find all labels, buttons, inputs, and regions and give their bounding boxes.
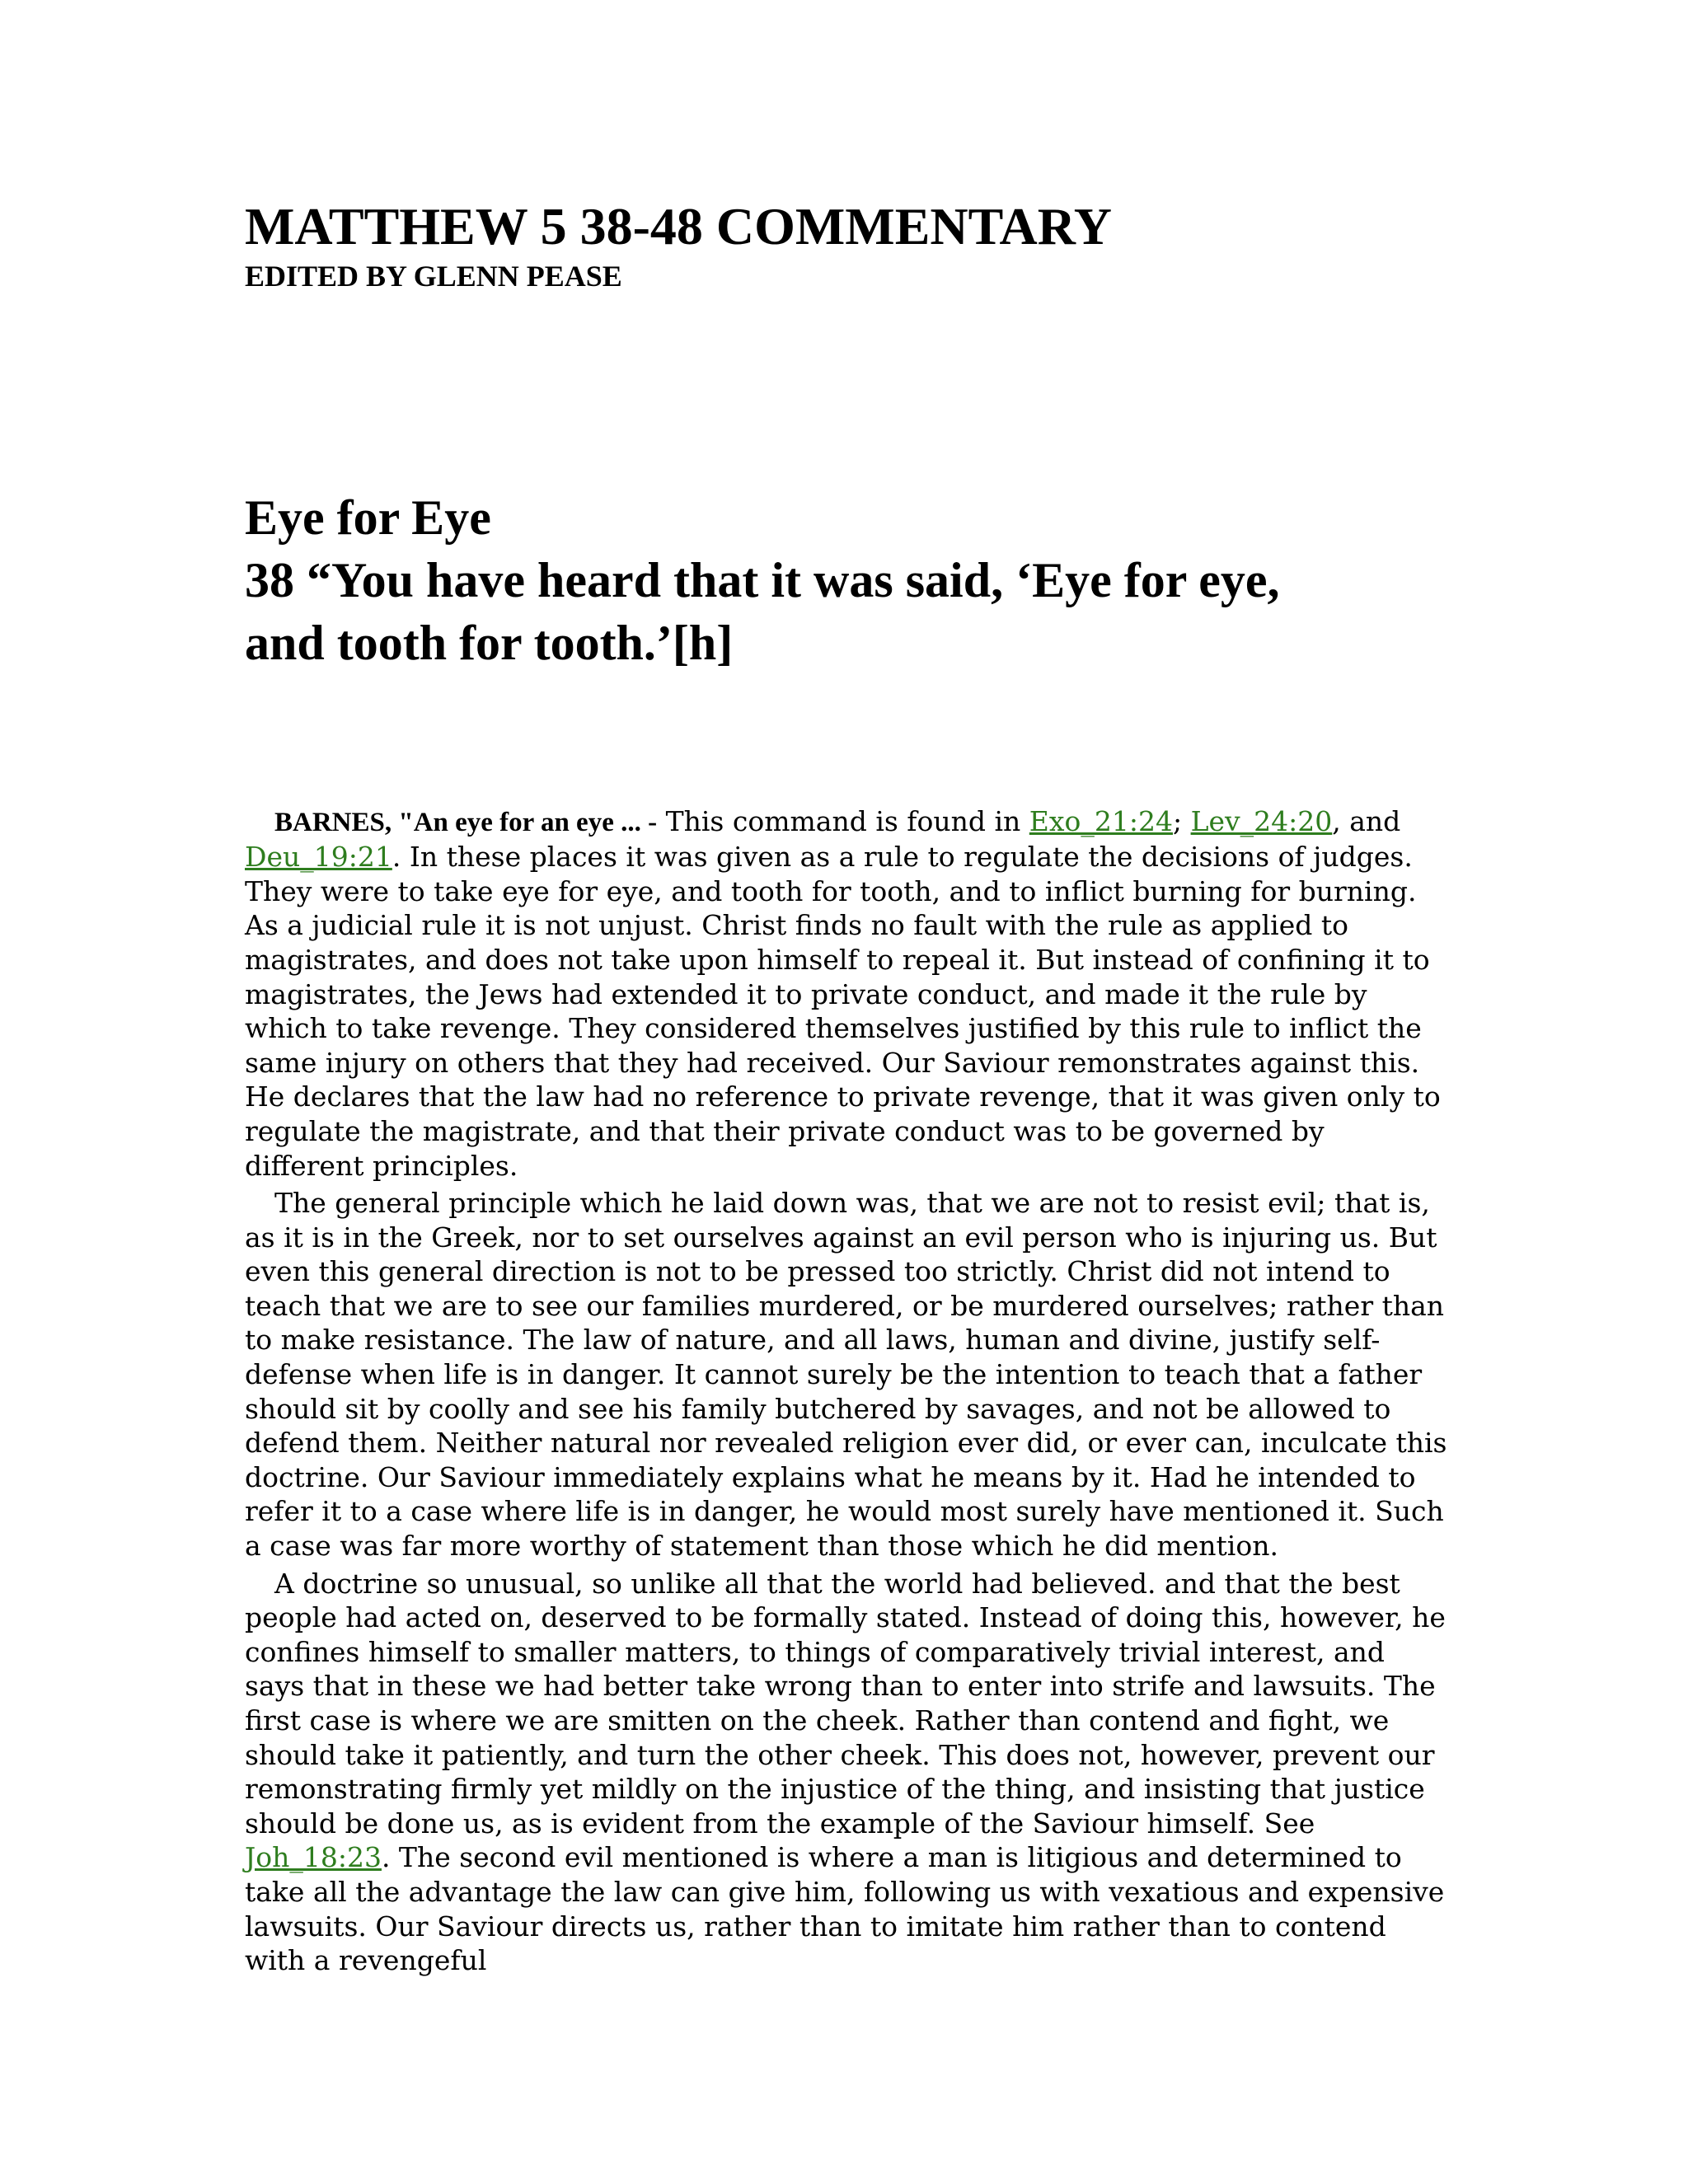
paragraph-text: , and: [1332, 804, 1401, 837]
scripture-link-lev[interactable]: Lev_24:20: [1190, 804, 1333, 837]
scripture-link-joh[interactable]: Joh_18:23: [245, 1841, 382, 1874]
commentary-paragraph-1: [245, 804, 1448, 1183]
verse-line-2: and tooth for tooth.’[h]: [245, 615, 734, 670]
document-page: [245, 198, 1448, 1981]
paragraph-text: ;: [1172, 804, 1191, 837]
commentary-paragraph-3: [245, 1567, 1448, 1978]
commentary-paragraph-2: The general principle which he laid down was, that we are not to resist evil; that is, as it is in the Greek, nor to set ourselves against an evil person who is injuring us. But even this general direction is not to be pressed too strictly. Christ did not intend to teach that we are to see our families murdered, or be murdered ourselves; rather than to make resistance. The law of nature, and all laws, human and divine, justify self-defense when life is in danger. It cannot surely be the intention to teach that a father should sit by coolly and see his family butchered by savages, and not be allowed to defend them. Neither natural nor revealed religion ever did, or ever can, inculcate this doctrine. Our Saviour immediately explains what he means by it. Had he intended to refer it to a case where life is in danger, he would most surely have mentioned it. Such a case was far more worthy of statement than those which he did mention.: [245, 1187, 1447, 1563]
commentary-body: [245, 804, 1448, 1978]
section-header: [245, 486, 1448, 674]
paragraph-text: This command is found in: [657, 804, 1029, 837]
commentary-lead: BARNES, "An eye for an eye ... -: [274, 807, 658, 837]
verse-line-1: 38 “You have heard that it was said, ‘Eye for eye,: [245, 552, 1280, 607]
paragraph-text: . The second evil mentioned is where a man is litigious and determined to take all the advantage the law can give him, following us with vexatious and expensive lawsuits. Our Saviour directs us, rather than to imitate him rather than to contend with a revengeful: [245, 1841, 1445, 1977]
scripture-link-exo[interactable]: Exo_21:24: [1029, 804, 1173, 837]
section-heading: Eye for Eye: [245, 490, 491, 545]
scripture-link-deu[interactable]: Deu_19:21: [245, 841, 392, 874]
document-title: MATTHEW 5 38-48 COMMENTARY: [245, 197, 1112, 255]
paragraph-text: A doctrine so unusual, so unlike all that the world had believed. and that the best people had acted on, deserved to be formally stated. Instead of doing this, however, he confines himself to smaller matters, to things of comparatively trivial interest, and says that in these we had better take wrong than to enter into strife and lawsuits. The first case is where we are smitten on the cheek. Rather than contend and fight, we should take it patiently, and turn the other cheek. This does not, however, prevent our remonstrating firmly yet mildly on the injustice of the thing, and insisting that justice should be done us, as is evident from the example of the Saviour himself. See: [245, 1567, 1446, 1840]
document-subtitle: EDITED BY GLENN PEASE: [245, 260, 622, 293]
paragraph-text: . In these places it was given as a rule to regulate the decisions of judges. They were to take eye for eye, and tooth for tooth, and to inflict burning for burning. As a judicial rule it is not unjust. Christ finds no fault with the rule as applied to magistrates, and does not take upon himself to repeal it. But instead of confining it to magistrates, the Jews had extended it to private conduct, and made it the rule by which to take revenge. They considered themselves justified by this rule to inflict the same injury on others that they had received. Our Saviour remonstrates against this. He declares that the law had no reference to private revenge, that it was given only to regulate the magistrate, and that their private conduct was to be governed by different principles.: [245, 841, 1441, 1182]
